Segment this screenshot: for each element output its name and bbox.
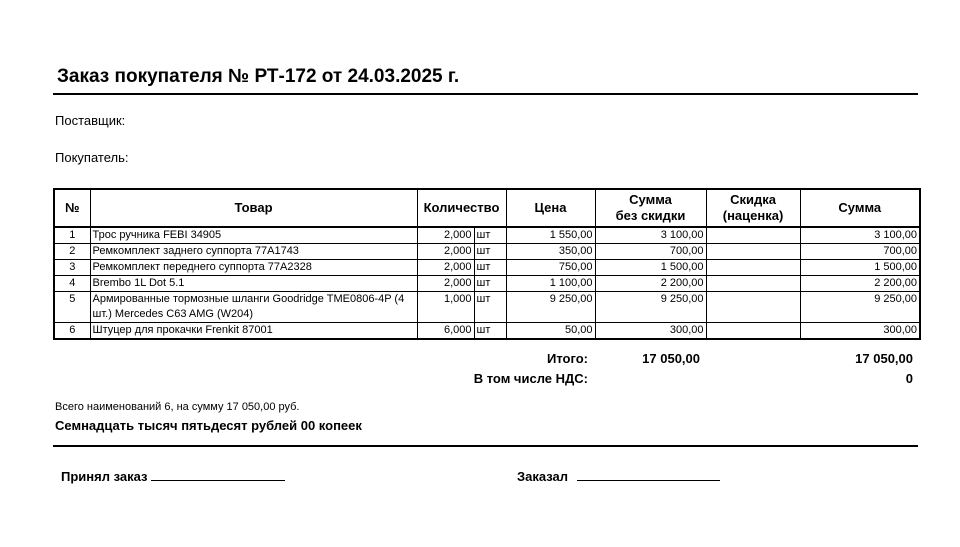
row-sum: 700,00 [800, 244, 920, 260]
row-sum-no-discount: 9 250,00 [595, 292, 706, 323]
row-sum: 1 500,00 [800, 260, 920, 276]
title-divider [53, 93, 918, 95]
row-product: Ремкомплект заднего суппорта 77A1743 [90, 244, 417, 260]
col-header-product: Товар [90, 189, 417, 227]
row-discount [706, 260, 800, 276]
items-table [53, 188, 921, 340]
document-title: Заказ покупателя № РТ-172 от 24.03.2025 г. [57, 66, 460, 87]
col-header-sum-no-discount [595, 189, 706, 227]
row-price: 350,00 [506, 244, 595, 260]
col-header-sum-no-discount-line1: Сумма [629, 192, 672, 207]
row-quantity: 2,000 [417, 276, 474, 292]
amount-in-words: Семнадцать тысяч пятьдесят рублей 00 копеек [55, 418, 362, 433]
table-row [54, 292, 920, 323]
row-product: Штуцер для прокачки Frenkit 87001 [90, 323, 417, 340]
row-no: 3 [54, 260, 90, 276]
row-sum: 3 100,00 [800, 227, 920, 244]
col-header-quantity: Количество [417, 189, 506, 227]
table-row [54, 227, 920, 244]
table-row [54, 244, 920, 260]
row-price: 50,00 [506, 323, 595, 340]
row-discount [706, 276, 800, 292]
summary-divider [53, 445, 918, 447]
col-header-discount-line1: Скидка [730, 192, 776, 207]
row-quantity: 2,000 [417, 227, 474, 244]
row-price: 1 100,00 [506, 276, 595, 292]
row-product: Brembo 1L Dot 5.1 [90, 276, 417, 292]
row-no: 5 [54, 292, 90, 323]
row-unit: шт [474, 260, 506, 276]
row-sum-no-discount: 700,00 [595, 244, 706, 260]
row-price: 9 250,00 [506, 292, 595, 323]
row-sum-no-discount: 3 100,00 [595, 227, 706, 244]
row-discount [706, 292, 800, 323]
table-row [54, 260, 920, 276]
row-unit: шт [474, 323, 506, 340]
row-no: 2 [54, 244, 90, 260]
row-price: 1 550,00 [506, 227, 595, 244]
col-header-sum-no-discount-line2: без скидки [615, 208, 686, 223]
table-header-row [54, 189, 920, 227]
supplier-label: Поставщик: [55, 113, 126, 128]
accepted-signature [61, 466, 285, 484]
row-sum-no-discount: 2 200,00 [595, 276, 706, 292]
row-sum: 300,00 [800, 323, 920, 340]
row-product: Трос ручника FEBI 34905 [90, 227, 417, 244]
buyer-label: Покупатель: [55, 150, 129, 165]
row-sum-no-discount: 1 500,00 [595, 260, 706, 276]
row-quantity: 6,000 [417, 323, 474, 340]
vat-label: В том числе НДС: [473, 371, 588, 386]
row-no: 1 [54, 227, 90, 244]
row-sum-no-discount: 300,00 [595, 323, 706, 340]
row-discount [706, 244, 800, 260]
col-header-price: Цена [506, 189, 595, 227]
col-header-discount [706, 189, 800, 227]
row-sum: 9 250,00 [800, 292, 920, 323]
ordered-label: Заказал [517, 469, 569, 484]
row-price: 750,00 [506, 260, 595, 276]
row-unit: шт [474, 292, 506, 323]
row-discount [706, 227, 800, 244]
row-sum: 2 200,00 [800, 276, 920, 292]
row-quantity: 2,000 [417, 260, 474, 276]
row-product: Армированные тормозные шланги Goodridge TME0806-4P (4 шт.) Mercedes C63 AMG (W204) [90, 292, 417, 323]
ordered-signature [517, 466, 720, 484]
total-value: 17 050,00 [855, 351, 913, 366]
total-label: Итого: [547, 351, 588, 366]
col-header-discount-line2: (наценка) [722, 208, 784, 223]
row-discount [706, 323, 800, 340]
row-quantity: 1,000 [417, 292, 474, 323]
accepted-signature-line [151, 466, 285, 481]
row-unit: шт [474, 244, 506, 260]
row-unit: шт [474, 276, 506, 292]
vat-value: 0 [905, 371, 913, 386]
table-row [54, 323, 920, 340]
items-count-summary: Всего наименований 6, на сумму 17 050,00 руб. [55, 401, 300, 413]
row-no: 4 [54, 276, 90, 292]
row-product: Ремкомплект переднего суппорта 77A2328 [90, 260, 417, 276]
ordered-signature-line [577, 466, 720, 481]
row-no: 6 [54, 323, 90, 340]
row-quantity: 2,000 [417, 244, 474, 260]
row-unit: шт [474, 227, 506, 244]
col-header-no: № [54, 189, 90, 227]
accepted-label: Принял заказ [61, 469, 148, 484]
table-row [54, 276, 920, 292]
col-header-sum: Сумма [800, 189, 920, 227]
total-no-discount-value: 17 050,00 [642, 351, 700, 366]
